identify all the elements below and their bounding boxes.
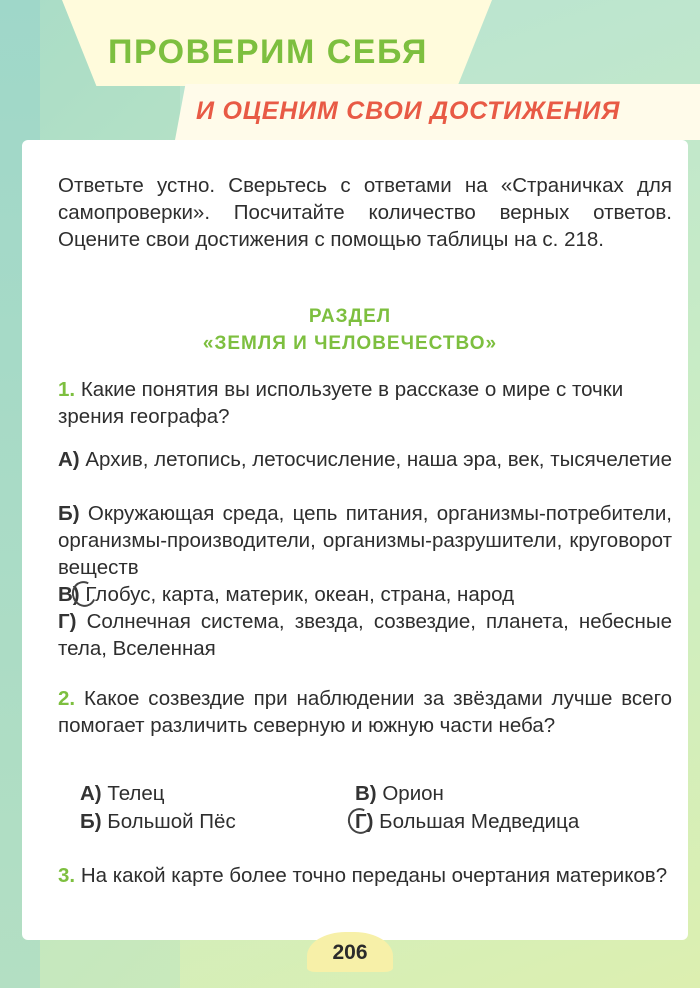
q2-option-v [355,780,444,807]
intro-text: Ответьте устно. Сверьтесь с ответами на «Страничках для самопроверки». Посчитайте количество верных ответов. Оцените свои достижения с помощью таблицы на с. 218. [58,174,672,251]
q2-option-g [355,808,579,835]
option-text: Большой Пёс [107,810,236,833]
option-letter: А) [80,782,102,805]
q2-option-a [80,780,165,807]
q2-option-b [80,808,236,835]
option-letter: Г) [58,610,77,633]
page-number: 206 [332,941,368,964]
section-name: «ЗЕМЛЯ И ЧЕЛОВЕЧЕСТВО» [202,333,498,354]
option-letter: В) [58,583,80,606]
option-letter: В) [355,782,377,805]
question-text: На какой карте более точно переданы очертания материков? [80,864,668,887]
option-text: Глобус, карта, материк, океан, страна, народ [85,583,515,606]
option-text: Большая Медведица [379,810,580,833]
question-text: Какое созвездие при наблюдении за звёздами лучше всего помогает различить северную и южную части неба? [58,687,672,737]
option-letter: Б) [80,810,102,833]
option-text: Телец [107,782,165,805]
question-number: 1. [58,378,76,401]
q1-option-g [58,608,672,662]
question-1 [58,376,672,430]
option-text: Архив, летопись, летосчисление, наша эра, век, тысячелетие [85,448,672,471]
question-number: 2. [58,687,76,710]
page-subtitle: И ОЦЕНИМ СВОИ ДОСТИЖЕНИЯ [196,97,621,125]
question-3 [58,862,672,889]
option-letter: Б) [58,502,80,525]
question-text: Какие понятия вы используете в рассказе о мире с точки зрения географа? [58,378,624,428]
section-label: РАЗДЕЛ [308,306,392,327]
q1-option-v [58,581,672,608]
option-letter: Г) [355,810,374,833]
option-text: Орион [382,782,444,805]
page-title: ПРОВЕРИМ СЕБЯ [108,33,428,71]
option-letter: А) [58,448,80,471]
option-text: Солнечная система, звезда, созвездие, планета, небесные тела, Вселенная [58,610,673,660]
q1-option-a [58,446,672,473]
q1-option-b [58,500,672,581]
question-2 [58,685,672,739]
option-text: Окружающая среда, цепь питания, организмы-потребители, организмы-производители, организмы-разрушители, круговорот веществ [58,502,672,579]
question-number: 3. [58,864,76,887]
